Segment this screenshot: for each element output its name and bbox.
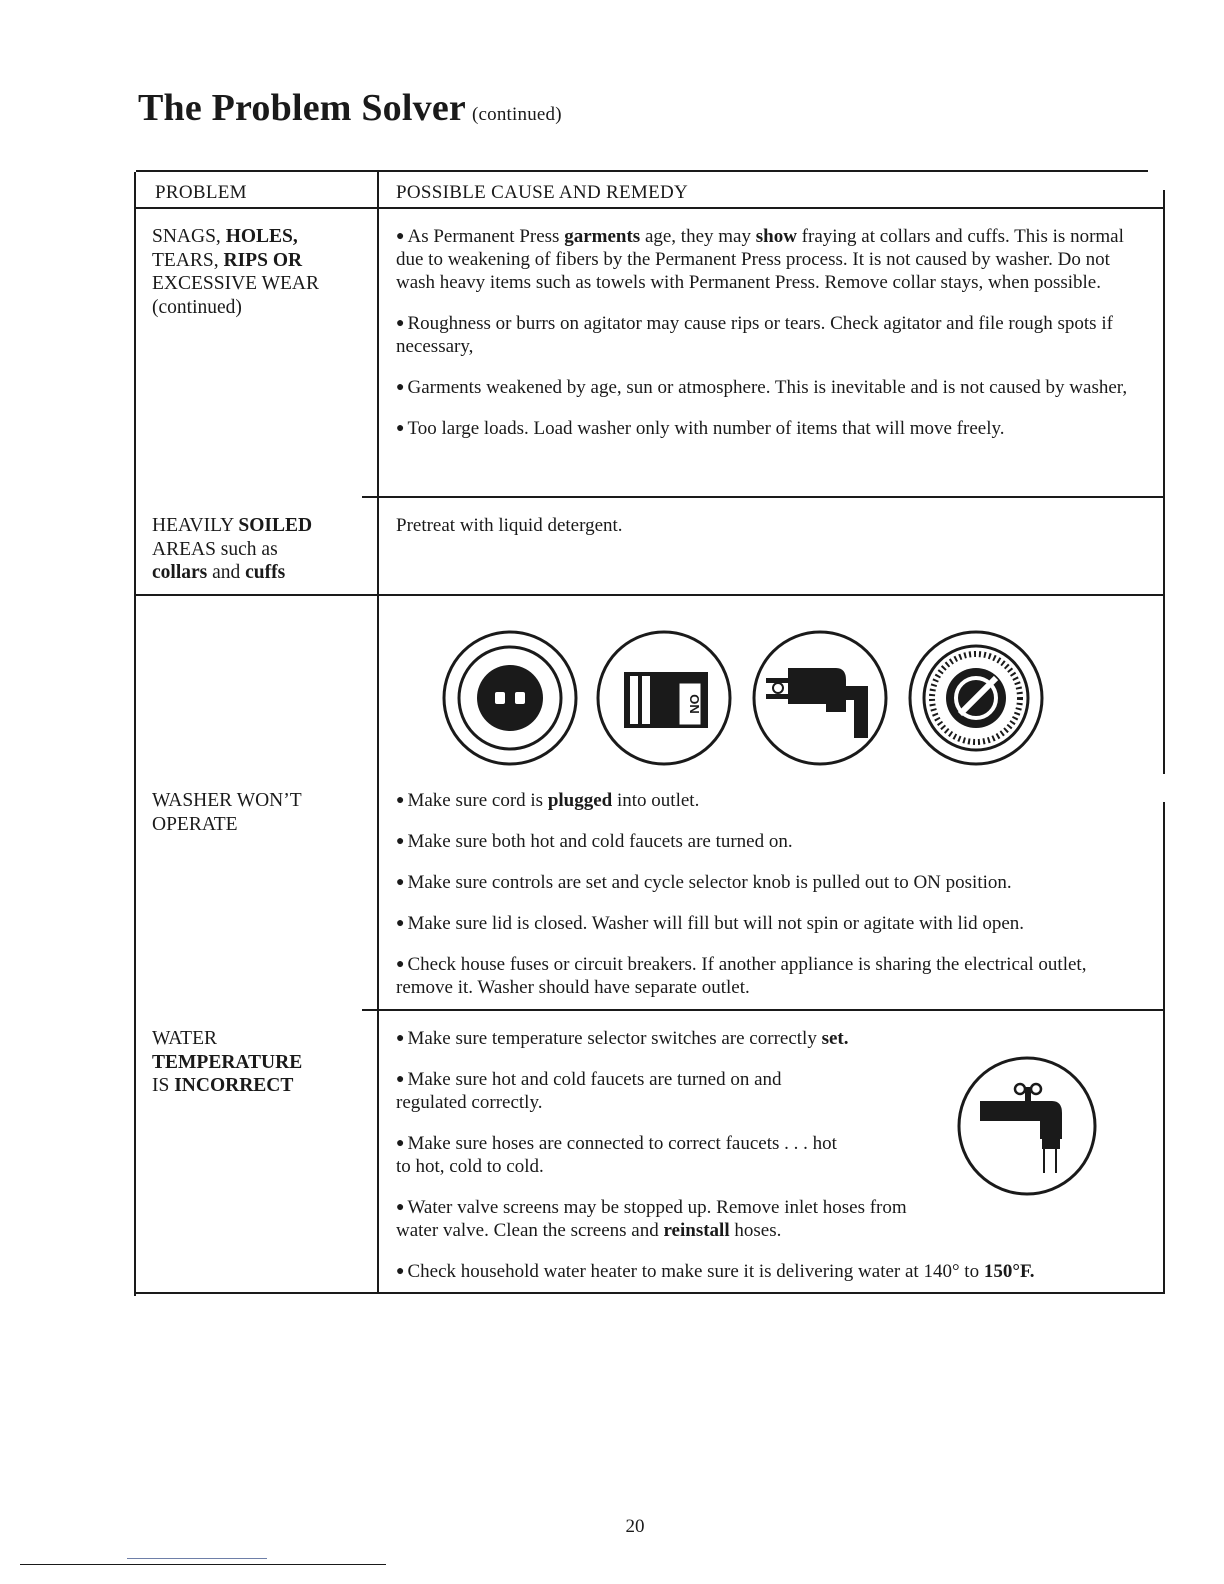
table-right-border-lower xyxy=(1163,802,1165,1294)
table-top-rule xyxy=(136,170,1148,172)
remedy-text: into outlet. xyxy=(612,790,700,811)
remedy-item xyxy=(396,312,1146,358)
problem-text: AREAS such as xyxy=(152,538,278,560)
illustration-strip xyxy=(440,628,1046,770)
problem-text-bold: TEMPERATURE xyxy=(152,1051,303,1073)
header-remedy xyxy=(396,181,688,204)
remedy-text: Make sure temperature selector switches are correctly xyxy=(407,1028,822,1049)
bullet-icon: ● xyxy=(396,793,405,808)
problem-text: WASHER WON’T xyxy=(152,790,302,811)
bullet-icon: ● xyxy=(396,1264,405,1279)
row-divider-1 xyxy=(362,496,1165,498)
header-problem: PROBLEM xyxy=(155,182,247,203)
remedy-text: As Permanent Press xyxy=(407,226,565,247)
bullet-icon: ● xyxy=(396,380,405,395)
problem-text: SNAGS, xyxy=(152,226,226,247)
remedy-item xyxy=(396,417,1146,440)
footer-rule-blue xyxy=(127,1558,267,1559)
remedy-text-bold: 150°F. xyxy=(983,1261,1035,1282)
bullet-icon: ● xyxy=(396,875,405,890)
remedy-text: Check household water heater to make sure it is delivering water at 140° to xyxy=(407,1261,984,1282)
table-right-border-upper xyxy=(1163,190,1165,774)
table-column-divider xyxy=(377,172,379,1294)
remedy-text: Water valve screens may be stopped up. Remove inlet hoses from water valve. Clean the screens and xyxy=(396,1197,907,1241)
remedy-item xyxy=(396,376,1146,399)
bullet-icon: ● xyxy=(396,1031,405,1046)
remedy-heavily-soiled: Pretreat with liquid detergent. xyxy=(396,515,623,536)
bullet-icon: ● xyxy=(396,421,405,436)
problem-water-temperature xyxy=(152,1027,367,1098)
remedy-list-wont-operate xyxy=(396,789,1146,1017)
table-left-border xyxy=(134,172,136,1296)
remedy-text: Make sure both hot and cold faucets are turned on. xyxy=(407,831,793,852)
remedy-item xyxy=(396,789,1146,812)
bullet-icon: ● xyxy=(396,957,405,972)
remedy-text: fraying at collars and cuffs. This is normal due to weakening of fibers by the Permanent Press process. It is not caused by washer. Do not wash heavy items such as towels with Permanent Press. Remove collar stays, when possible. xyxy=(396,226,1124,293)
problem-text-bold: cuffs xyxy=(245,562,286,583)
remedy-text-bold: reinstall xyxy=(663,1220,730,1241)
bullet-icon: ● xyxy=(396,1136,405,1151)
bullet-icon: ● xyxy=(396,916,405,931)
remedy-text: Make sure hot and cold faucets are turned on and regulated correctly. xyxy=(396,1069,782,1113)
footer-rule xyxy=(20,1564,386,1565)
remedy-list-snags xyxy=(396,225,1146,458)
remedy-text: Make sure controls are set and cycle selector knob is pulled out to ON position. xyxy=(407,872,1012,893)
page-title xyxy=(138,86,562,130)
problem-text: HEAVILY xyxy=(152,515,239,536)
bullet-icon: ● xyxy=(396,1072,405,1087)
page-number: 20 xyxy=(625,1516,645,1537)
bullet-icon: ● xyxy=(396,834,405,849)
circuit-breaker-on-icon xyxy=(594,628,734,768)
remedy-item xyxy=(396,912,1146,935)
remedy-text: Make sure cord is xyxy=(407,790,548,811)
remedy-item xyxy=(396,1196,936,1242)
remedy-item xyxy=(396,1027,1146,1050)
breaker-on-label: ON xyxy=(687,694,702,714)
page-title-main: The Problem Solver xyxy=(138,87,466,129)
bullet-icon: ● xyxy=(396,229,405,244)
remedy-item xyxy=(396,953,1146,999)
remedy-text: hoses. xyxy=(729,1220,782,1241)
remedy-text: Make sure hoses are connected to correct faucets . . . hot to hot, cold to cold. xyxy=(396,1133,837,1177)
problem-text: IS xyxy=(152,1075,175,1096)
bullet-icon: ● xyxy=(396,1200,405,1215)
problem-heavily-soiled xyxy=(152,514,367,585)
bullet-icon: ● xyxy=(396,316,405,331)
remedy-item xyxy=(396,1260,1146,1283)
problem-washer-wont-operate xyxy=(152,789,367,836)
water-faucet-icon xyxy=(956,1055,1098,1197)
page-title-suffix: (continued) xyxy=(471,104,562,125)
remedy-text: Check house fuses or circuit breakers. If another appliance is sharing the electrical outlet, remove it. Washer should have separate outlet. xyxy=(396,954,1087,998)
remedy-item xyxy=(396,1132,856,1178)
problem-text-bold: SOILED xyxy=(238,515,313,536)
remedy-text-bold: set. xyxy=(821,1028,849,1049)
remedy-text-bold: garments xyxy=(564,226,641,247)
row-divider-2 xyxy=(136,594,1165,596)
problem-text: and xyxy=(207,562,246,583)
remedy-text: Garments weakened by age, sun or atmosphere. This is inevitable and is not caused by washer, xyxy=(407,377,1128,398)
header-divider xyxy=(136,207,1165,209)
header-remedy-rest: CAUSE AND REMEDY xyxy=(491,182,689,203)
problem-text-bold: HOLES, xyxy=(225,226,298,247)
problem-snags-holes xyxy=(152,225,367,319)
remedy-text: age, they may xyxy=(640,226,756,247)
outlet-icon xyxy=(440,628,580,768)
header-remedy-bold: POSSIBLE xyxy=(396,182,487,203)
remedy-item xyxy=(396,1068,836,1114)
selector-knob-icon xyxy=(906,628,1046,768)
remedy-item xyxy=(396,871,1146,894)
remedy-text: Roughness or burrs on agitator may cause rips or tears. Check agitator and file rough spots if necessary, xyxy=(396,313,1113,357)
remedy-text: Make sure lid is closed. Washer will fill but will not spin or agitate with lid open. xyxy=(407,913,1025,934)
remedy-text-bold: show xyxy=(755,226,797,247)
problem-text: TEARS, xyxy=(152,249,224,271)
remedy-text-bold: plugged xyxy=(547,790,613,811)
problem-text: (continued) xyxy=(152,296,242,318)
power-plug-icon xyxy=(750,628,890,768)
problem-text: WATER xyxy=(152,1028,217,1049)
problem-text-bold: collars xyxy=(152,562,208,583)
problem-text: EXCESSIVE WEAR xyxy=(152,273,320,294)
remedy-item xyxy=(396,830,1146,853)
problem-text-bold: INCORRECT xyxy=(174,1075,294,1096)
remedy-item xyxy=(396,225,1146,294)
problem-text: OPERATE xyxy=(152,813,238,835)
remedy-text: Too large loads. Load washer only with number of items that will move freely. xyxy=(407,418,1005,439)
problem-text-bold: RIPS OR xyxy=(223,249,303,271)
